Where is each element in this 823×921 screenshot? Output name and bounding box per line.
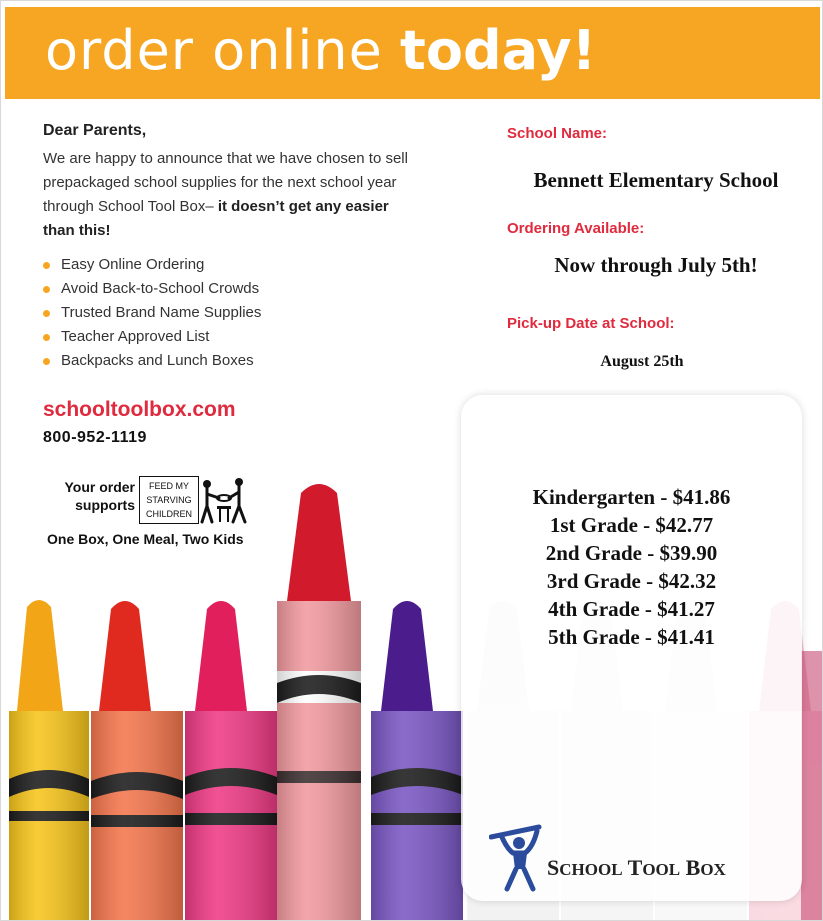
- bullet-dot-icon: [43, 358, 50, 365]
- bullet-dot-icon: [43, 310, 50, 317]
- price-item: Kindergarten - $41.86: [532, 485, 731, 509]
- support-text: Your order supports: [64, 479, 135, 513]
- ordering-label: Ordering Available:: [507, 220, 645, 237]
- crayon-yellow: [9, 600, 89, 921]
- intro-bold-end: than this!: [43, 222, 111, 239]
- price-item: 1st Grade - $42.77: [549, 513, 714, 537]
- list-item: Backpacks and Lunch Boxes: [43, 349, 261, 373]
- bullet-dot-icon: [43, 286, 50, 293]
- fmsc-logo-box: FEED MY STARVING CHILDREN: [139, 476, 199, 524]
- intro-line-1: We are happy to announce that we have chosen to sell: [43, 150, 408, 167]
- banner-bold-text: today!: [400, 19, 597, 82]
- price-item: 2nd Grade - $39.90: [545, 541, 718, 565]
- pickup-value: August 25th: [600, 353, 684, 370]
- bullet-dot-icon: [43, 334, 50, 341]
- price-item: 4th Grade - $41.27: [548, 597, 715, 621]
- phone-number: 800-952-1119: [43, 429, 147, 446]
- list-item: Easy Online Ordering: [43, 253, 261, 277]
- crayon-purple: [371, 601, 463, 921]
- ordering-value: Now through July 5th!: [554, 253, 758, 277]
- price-list: [461, 483, 802, 651]
- intro-line-2: prepackaged school supplies for the next school year: [43, 174, 397, 191]
- bullet-dot-icon: [43, 262, 50, 269]
- school-name-label: School Name:: [507, 125, 608, 142]
- crayon-red: [277, 484, 361, 921]
- crayon-magenta: [185, 601, 277, 921]
- pickup-label: Pick-up Date at School:: [507, 315, 675, 332]
- crayon-orange: [91, 601, 183, 921]
- list-item: Trusted Brand Name Supplies: [43, 301, 261, 325]
- price-item: 3rd Grade - $42.32: [546, 569, 717, 593]
- intro-paragraph: [43, 147, 463, 243]
- banner-headline: [45, 19, 596, 83]
- list-item: Teacher Approved List: [43, 325, 261, 349]
- charity-tagline: One Box, One Meal, Two Kids: [47, 531, 244, 547]
- banner-light-text: order online: [45, 19, 383, 82]
- header-banner: [5, 7, 820, 99]
- greeting: Dear Parents,: [43, 122, 147, 139]
- list-item: Avoid Back-to-School Crowds: [43, 277, 261, 301]
- school-tool-box-logo: [489, 823, 759, 893]
- school-name-value: Bennett Elementary School: [533, 168, 779, 192]
- jumping-figure-icon: [489, 823, 549, 893]
- feature-list: [43, 253, 261, 373]
- intro-bold: it doesn’t get any easier: [213, 198, 389, 215]
- brand-wordmark: SCHOOL TOOL BOX: [547, 855, 726, 880]
- intro-line-3: through School Tool Box–: [43, 198, 214, 215]
- website-link[interactable]: schooltoolbox.com: [43, 398, 236, 421]
- price-item: 5th Grade - $41.41: [548, 625, 715, 649]
